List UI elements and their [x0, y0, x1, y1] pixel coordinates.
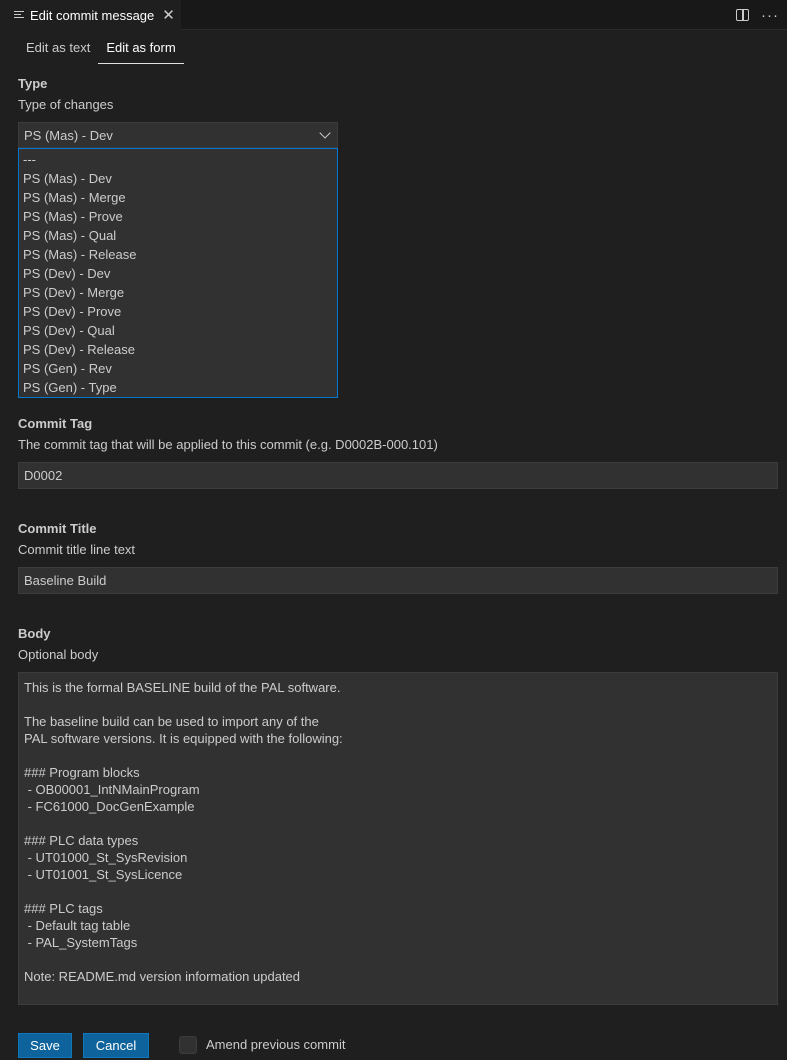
- commit-title-input[interactable]: Baseline Build: [18, 567, 778, 594]
- more-actions-icon[interactable]: ···: [761, 6, 779, 24]
- body-title: Body: [18, 626, 51, 641]
- dropdown-option[interactable]: PS (Dev) - Dev: [23, 266, 111, 281]
- dropdown-option[interactable]: PS (Gen) - Type: [23, 380, 117, 395]
- commit-title-description: Commit title line text: [18, 542, 136, 557]
- dropdown-option[interactable]: PS (Gen) - Rev: [23, 361, 112, 376]
- amend-checkbox[interactable]: [179, 1036, 197, 1054]
- commit-tag-title: Commit Tag: [18, 416, 93, 431]
- save-button[interactable]: Save: [18, 1033, 72, 1058]
- dropdown-option[interactable]: PS (Mas) - Release: [23, 247, 137, 262]
- tab-edit-as-form[interactable]: Edit as form: [98, 36, 183, 64]
- editor-actions: [736, 0, 779, 30]
- type-select-value: PS (Mas) - Dev: [24, 127, 113, 143]
- chevron-down-icon: [319, 127, 330, 138]
- type-title: Type: [18, 76, 48, 91]
- close-icon[interactable]: ✕: [162, 6, 175, 24]
- commit-tag-input[interactable]: D0002: [18, 462, 778, 489]
- amend-label: Amend previous commit: [206, 1037, 346, 1052]
- type-select[interactable]: [18, 122, 338, 148]
- dropdown-option[interactable]: PS (Dev) - Release: [23, 342, 135, 357]
- editor-tab[interactable]: [0, 0, 181, 30]
- dropdown-option[interactable]: PS (Mas) - Prove: [23, 209, 123, 224]
- mode-tabs: [18, 36, 184, 64]
- tab-edit-as-text[interactable]: Edit as text: [26, 40, 91, 55]
- body-description: Optional body: [18, 647, 99, 662]
- dropdown-option[interactable]: PS (Dev) - Qual: [23, 323, 115, 338]
- dropdown-option[interactable]: PS (Mas) - Dev: [23, 171, 112, 186]
- body-textarea[interactable]: This is the formal BASELINE build of the PAL software. The baseline build can be used to import any of the PAL software versions. It is equipped with the following: ### Program blocks - OB00001_IntNMainProgram - FC61000_DocGenExample ### PLC data types - UT01000_St_SysRevision - UT01001_St_SysLicence ### PLC tags - Default tag table - PAL_SystemTags Note: README.md version information updated: [18, 672, 778, 1005]
- cancel-button[interactable]: Cancel: [83, 1033, 149, 1058]
- lines-icon: [14, 10, 24, 20]
- dropdown-option[interactable]: PS (Mas) - Qual: [23, 228, 117, 243]
- type-description: Type of changes: [18, 97, 114, 112]
- commit-tag-description: The commit tag that will be applied to this commit (e.g. D0002B-000.101): [18, 437, 438, 452]
- dropdown-option[interactable]: PS (Dev) - Prove: [23, 304, 122, 319]
- dropdown-option[interactable]: ---: [23, 152, 36, 167]
- commit-title-title: Commit Title: [18, 521, 97, 536]
- editor-tab-title: Edit commit message: [30, 7, 155, 23]
- dropdown-option[interactable]: PS (Dev) - Merge: [23, 285, 125, 300]
- type-dropdown-list: [18, 148, 338, 398]
- split-editor-icon[interactable]: [736, 9, 749, 21]
- dropdown-option[interactable]: PS (Mas) - Merge: [23, 190, 126, 205]
- editor-tab-bar: [0, 0, 787, 30]
